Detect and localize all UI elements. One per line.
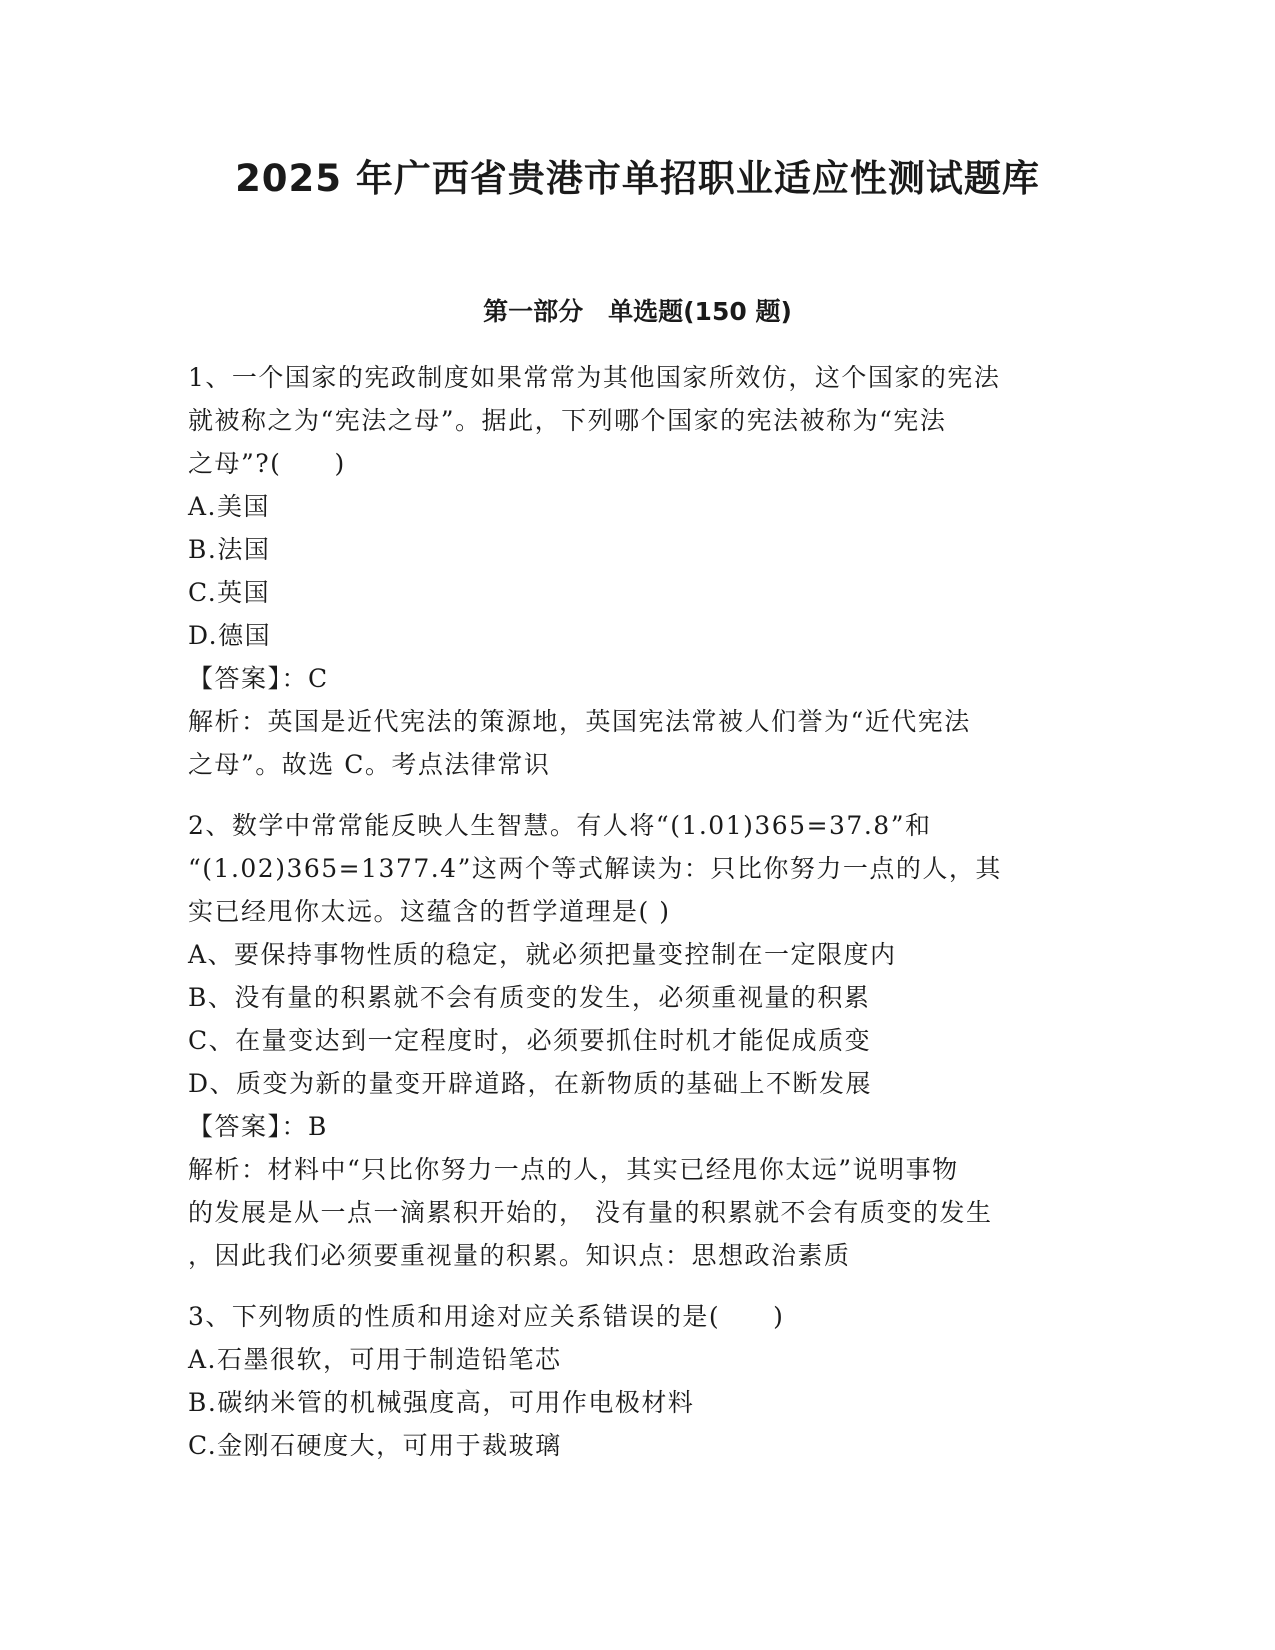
option-c: C、在量变达到一定程度时，必须要抓住时机才能促成质变: [188, 1026, 872, 1055]
option-a: A、要保持事物性质的稳定，就必须把量变控制在一定限度内: [188, 940, 897, 969]
question-stem-line: 3、下列物质的性质和用途对应关系错误的是( ): [188, 1302, 785, 1331]
question-stem-line: 2、数学中常常能反映人生智慧。有人将“(1.01)365=37.8”和: [188, 811, 932, 840]
question-3: [188, 1295, 1068, 1467]
question-stem-line: 就被称之为“宪法之母”。据此，下列哪个国家的宪法被称为“宪法: [188, 406, 947, 435]
option-b: B.法国: [188, 535, 271, 564]
question-list: [188, 356, 1068, 1485]
option-a: A.石墨很软，可用于制造铅笔芯: [188, 1345, 562, 1374]
document-title: 2025 年广西省贵港市单招职业适应性测试题库: [235, 157, 1040, 200]
question-stem-line: 之母”?( ): [188, 449, 346, 478]
option-d: D、质变为新的量变开辟道路，在新物质的基础上不断发展: [188, 1069, 873, 1098]
section-heading: 第一部分 单选题(150 题): [483, 297, 792, 326]
question-2: [188, 804, 1068, 1277]
question-stem-line: 1、一个国家的宪政制度如果常常为其他国家所效仿，这个国家的宪法: [188, 363, 1001, 392]
analysis-line: 之母”。故选 C。考点法律常识: [188, 750, 551, 779]
option-d: D.德国: [188, 621, 272, 650]
option-a: A.美国: [188, 492, 271, 521]
question-1: [188, 356, 1068, 786]
analysis-line: 解析：材料中“只比你努力一点的人，其实已经甩你太远”说明事物: [188, 1155, 959, 1184]
option-b: B、没有量的积累就不会有质变的发生，必须重视量的积累: [188, 983, 871, 1012]
option-c: C.英国: [188, 578, 271, 607]
analysis-line: 的发展是从一点一滴累积开始的， 没有量的积累就不会有质变的发生: [188, 1198, 993, 1227]
analysis-line: 解析：英国是近代宪法的策源地，英国宪法常被人们誉为“近代宪法: [188, 707, 971, 736]
question-stem-line: 实已经甩你太远。这蕴含的哲学道理是( ): [188, 897, 671, 926]
answer-line: 【答案】：C: [188, 664, 329, 693]
answer-line: 【答案】：B: [188, 1112, 328, 1141]
option-b: B.碳纳米管的机械强度高，可用作电极材料: [188, 1388, 695, 1417]
option-c: C.金刚石硬度大，可用于裁玻璃: [188, 1431, 562, 1460]
analysis-line: ，因此我们必须要重视量的积累。知识点：思想政治素质: [188, 1241, 851, 1270]
question-stem-line: “(1.02)365=1377.4”这两个等式解读为：只比你努力一点的人，其: [188, 854, 1002, 883]
